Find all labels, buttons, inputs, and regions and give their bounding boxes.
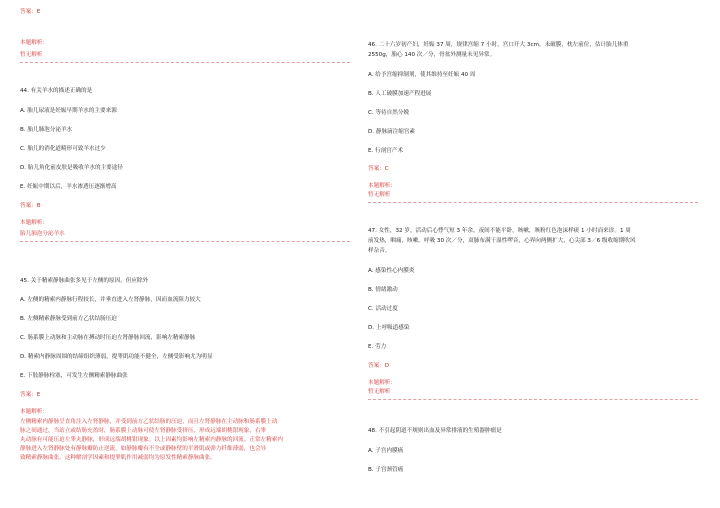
question-stem: 44. 有关羊水的描述正确的是 xyxy=(20,88,93,94)
option-a: A. 给予宫缩抑制剂，使其维持至妊娠 40 周 xyxy=(368,72,476,78)
answer-label: 答案：B xyxy=(20,203,41,209)
analysis-text-line: 脉之间通过，当站立或结肠充盈时，肠系膜上动脉可使左肾静脉受挤压，形成远端胡桃钳现象，右睾 xyxy=(20,428,267,434)
option-d: D. 精索内静脉周围的结缔组织薄弱，提睾肌功能不健全，左侧受影响尤为明显 xyxy=(20,354,213,360)
analysis-text: 暂无解析 xyxy=(368,389,391,395)
question-stem: 45. 关于精索静脉曲张多见于左侧的原因，但应除外 xyxy=(20,278,149,284)
question-stem-line: 46. 二十六岁初产妇，妊娠 37 周，规律宫缩 7 小时，宫口开大 3cm，未破膜，枕左前位，估计胎儿体重 xyxy=(368,42,629,48)
question-stem: 48. 不引起阴道不规则出血及异常排液的生殖器肿瘤是 xyxy=(368,428,502,434)
question-stem-line: 前发热，咽痛，咳嗽。呼吸 30 次／分，双肺布满干湿性啰音，心界向两侧扩大，心尖部 3／6 级收缩期吹风 xyxy=(368,238,636,244)
analysis-text-line: 致精索静脉曲张。这种解剖学因素和提睾肌作用减弱均为原发性精索静脉曲张。 xyxy=(20,455,216,461)
divider xyxy=(20,241,350,242)
option-a: A. 左侧的精索内静脉行程较长，并垂直进入左肾静脉，因而血流阻力较大 xyxy=(20,297,201,303)
question-stem-line: 47. 女性，32 岁，活动后心悸气短 3 年余，夜间不能平卧，咳嗽，咳粉红色泡沫样痰 1 小时而来诊。1 周 xyxy=(368,228,631,234)
option-c: C. 活动过度 xyxy=(368,306,398,312)
option-c: C. 胎儿的消化道畸形可致羊水过少 xyxy=(20,146,106,152)
analysis-label: 本题解析： xyxy=(368,183,396,189)
analysis-label: 本题解析： xyxy=(20,409,48,415)
analysis-label: 本题解析： xyxy=(20,40,48,46)
option-d: D. 胎儿角化前皮肤是吸收羊水的主要途径 xyxy=(20,165,123,171)
analysis-text: 胎儿肺泡分泌羊水 xyxy=(20,231,65,237)
option-e: E. 下肢静脉栓塞，可发生左侧精索静脉曲张 xyxy=(20,373,128,379)
option-a: A. 胎儿尿液是妊娠早期羊水的主要来源 xyxy=(20,108,117,114)
option-c: C. 肠系膜上动脉和主动脉在搏动时压迫左肾静脉回流，影响左精索静脉 xyxy=(20,335,196,341)
option-e: E. 劳力 xyxy=(368,344,387,350)
option-b: B. 子宫颈管癌 xyxy=(368,467,404,473)
question-stem-line: 样杂音。 xyxy=(368,248,391,254)
option-d: D. 静脉滴注缩宫素 xyxy=(368,129,416,135)
analysis-text: 暂无解析 xyxy=(368,192,391,198)
question-stem-line: 2550g，胎心 140 次／分，骨盆外测量未见异常。 xyxy=(368,52,496,58)
analysis-label: 本题解析： xyxy=(368,380,396,386)
analysis-text-line: 静脉进入左肾静脉处有静脉瓣防止逆流，如静脉瓣有不全或静脉壁的平滑肌或弹力纤维薄弱，也会导 xyxy=(20,446,267,452)
analysis-text-line: 左侧精索内静脉呈直角注入左肾静脉，并受到前方乙状结肠的压迫，而且左肾静脉在主动脉和肠系膜上动 xyxy=(20,419,278,425)
option-e: E. 妊娠中期以后，羊水渗透压逐渐增高 xyxy=(20,184,117,190)
option-e: E. 行剖宫产术 xyxy=(368,148,404,154)
option-d: D. 上呼吸道感染 xyxy=(368,325,410,331)
answer-label: 答案：D xyxy=(368,363,390,369)
option-b: B. 情绪激动 xyxy=(368,287,398,293)
option-a: A. 子宫内膜癌 xyxy=(368,448,404,454)
analysis-text-line: 丸动脉有可能压迫左睾丸静脉，形成远端胡桃钳现象。以上因素均影响左精索内静脉的回流。正常左精索内 xyxy=(20,437,283,443)
analysis-text: 暂无解析 xyxy=(20,52,43,58)
answer-label: 答案：C xyxy=(368,166,389,172)
option-c: C. 等待自然分娩 xyxy=(368,110,410,116)
divider xyxy=(20,62,350,63)
option-b: B. 左侧精索静脉受到前方乙状结肠压迫 xyxy=(20,316,117,322)
analysis-label: 本题解析： xyxy=(20,220,48,226)
answer-label: 答案：E xyxy=(20,392,41,398)
option-a: A. 感染性心内膜炎 xyxy=(368,268,415,274)
option-b: B. 胎儿肺泡分泌羊水 xyxy=(20,127,73,133)
divider xyxy=(368,202,698,203)
divider xyxy=(368,399,698,400)
answer-label: 答案：E xyxy=(20,9,41,15)
option-b: B. 人工破膜加速产程进展 xyxy=(368,91,432,97)
